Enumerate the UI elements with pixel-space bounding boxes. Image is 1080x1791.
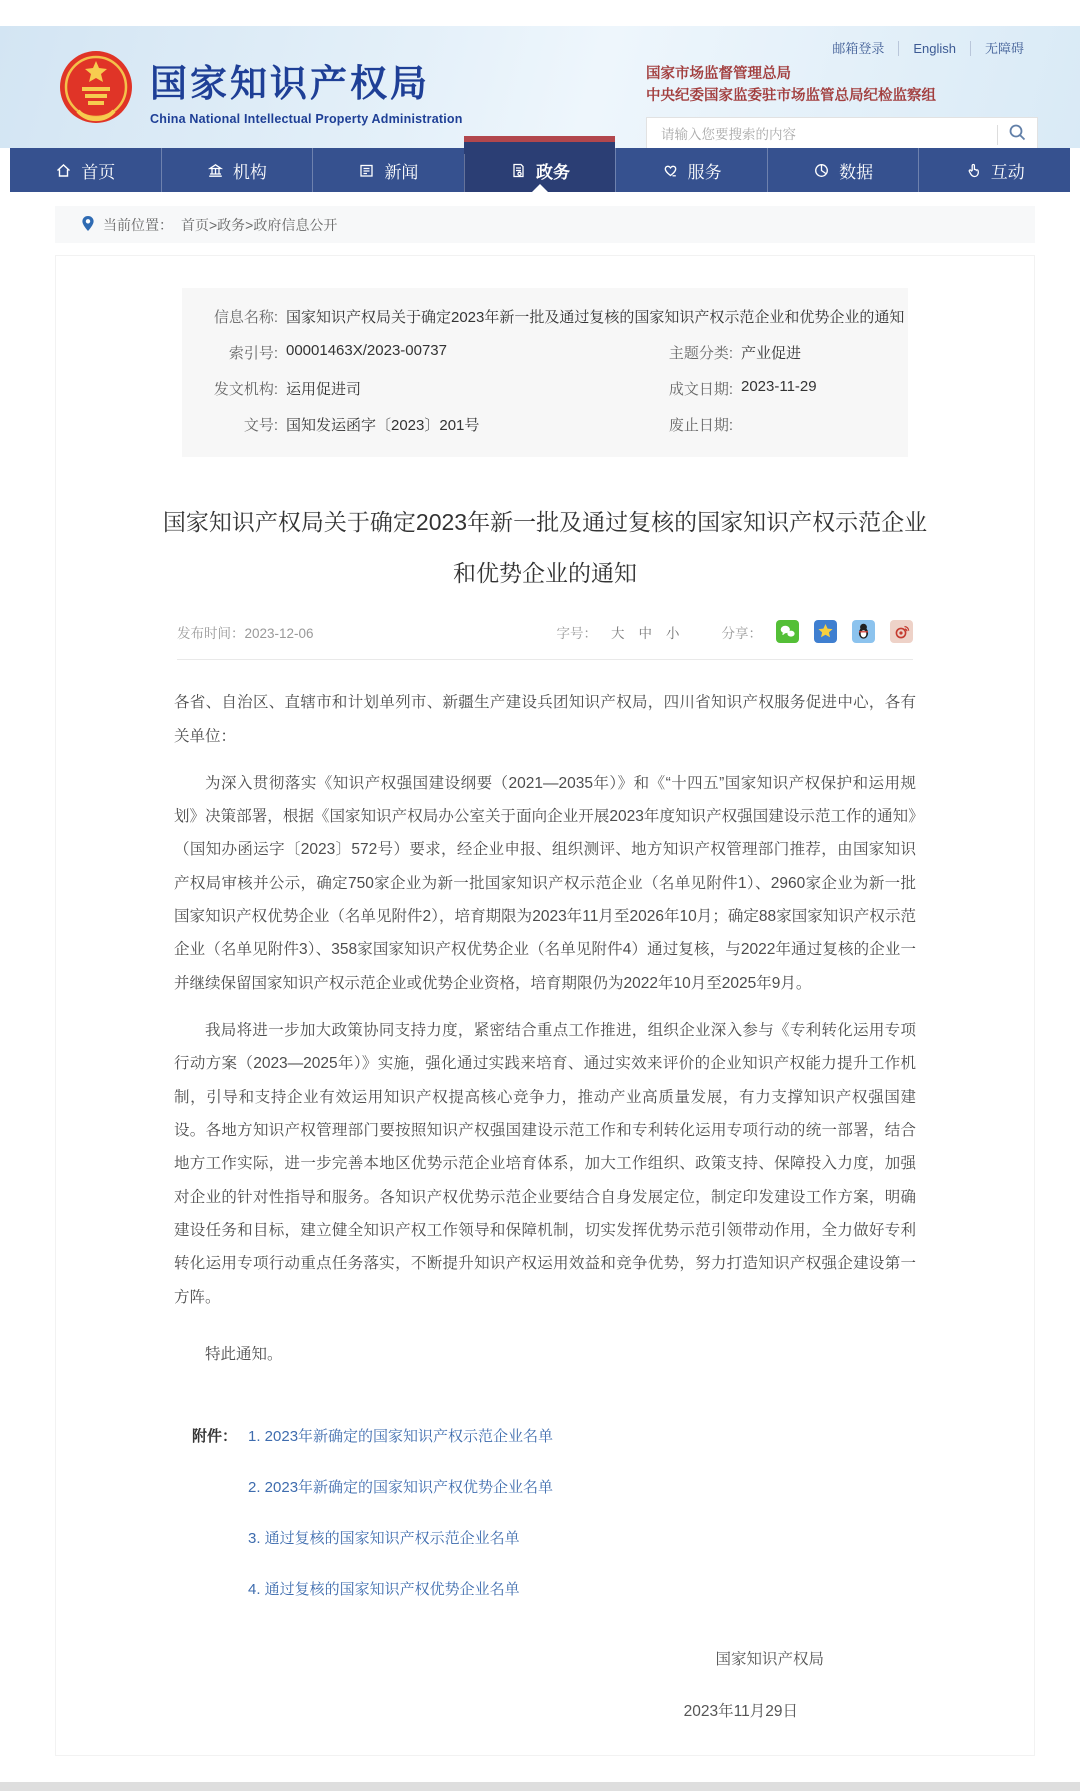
nav-item-org[interactable] bbox=[161, 148, 313, 192]
attachment-row-1 bbox=[174, 1425, 916, 1446]
attachment-link-1[interactable]: 1. 2023年新确定的国家知识产权示范企业名单 bbox=[248, 1428, 554, 1446]
org-line-2: 中央纪委国家监委驻市场监管总局纪检监察组 bbox=[646, 87, 936, 104]
wechat-share-icon[interactable] bbox=[776, 620, 799, 643]
publish-time-value: 2023-12-06 bbox=[244, 625, 314, 641]
qzone-share-icon[interactable] bbox=[814, 620, 837, 643]
info-topic-value: 产业促进 bbox=[741, 345, 802, 362]
info-written-date-label: 成文日期: bbox=[668, 381, 733, 398]
nav-label: 数据 bbox=[839, 162, 874, 182]
breadcrumb-path[interactable]: 首页>政务>政府信息公开 bbox=[181, 216, 338, 233]
signer-name: 国家知识产权局 bbox=[715, 1651, 824, 1669]
site-header bbox=[0, 26, 1080, 148]
nav-item-news[interactable] bbox=[312, 148, 464, 192]
info-issuer-label: 发文机构: bbox=[213, 381, 278, 398]
page-title: 国家知识产权局关于确定2023年新一批及通过复核的国家知识产权示范企业和优势企业的通知 bbox=[162, 509, 928, 586]
body-paragraph-1: 为深入贯彻落实《知识产权强国建设纲要（2021—2035年）》和《“十四五”国家知识产权保护和运用规划》决策部署，根据《国家知识产权局办公室关于面向企业开展2023年度知识产权强国建设示范工作的通知》（国知办函运字〔2023〕572号）要求，经企业申报、组织测评、地方知识产权管理部门推荐，由国家知识产权局审核并公示，确定750家企业为新一批国家知识产权示范企业（名单见附件1）、2960家企业为新一批国家知识产权优势企业（名单见附件2），培育期限为2023年11月至2026年10月；确定88家国家知识产权示范企业（名单见附件3）、358家国家知识产权优势企业（名单见附件4）通过复核，与2022年通过复核的企业一并继续保留国家知识产权示范企业或优势企业资格，培育期限仍为2022年10月至2025年9月。 bbox=[174, 774, 916, 992]
site-subtitle: China National Intellectual Property Administration bbox=[150, 111, 463, 126]
attachment-link-4[interactable]: 4. 通过复核的国家知识产权优势企业名单 bbox=[248, 1581, 520, 1599]
notice-close-line: 特此通知。 bbox=[205, 1345, 283, 1363]
accessibility-link[interactable]: 无障碍 bbox=[970, 41, 1038, 56]
main-nav bbox=[10, 148, 1070, 192]
attachment-row-4 bbox=[174, 1578, 916, 1599]
info-topic-label: 主题分类: bbox=[668, 345, 733, 362]
attachments-label: 附件： bbox=[192, 1428, 238, 1446]
interact-hand-icon bbox=[965, 162, 982, 179]
article-meta-row bbox=[177, 620, 913, 660]
info-name-label: 信息名称: bbox=[213, 309, 278, 326]
info-row-name bbox=[182, 306, 908, 327]
info-index-value: 00001463X/2023-00737 bbox=[286, 342, 447, 359]
supervising-org-lines bbox=[646, 64, 1038, 108]
footer-divider-strip bbox=[0, 1782, 1080, 1791]
nav-label: 政务 bbox=[536, 162, 571, 182]
national-emblem-icon bbox=[58, 49, 134, 130]
english-link[interactable]: English bbox=[898, 41, 970, 56]
search-divider bbox=[997, 125, 998, 145]
nav-label: 服务 bbox=[687, 162, 722, 182]
site-logo[interactable] bbox=[58, 26, 463, 148]
doc-info-table bbox=[182, 288, 908, 457]
nav-label: 机构 bbox=[232, 162, 267, 182]
sign-date: 2023年11月29日 bbox=[683, 1703, 798, 1721]
nav-item-services[interactable] bbox=[615, 148, 767, 192]
info-repeal-label: 废止日期: bbox=[668, 417, 733, 434]
data-pie-icon bbox=[813, 162, 830, 179]
info-docnum-label: 文号: bbox=[243, 417, 278, 434]
news-icon bbox=[358, 162, 375, 179]
info-repeal-value bbox=[733, 414, 741, 435]
info-row-4 bbox=[182, 414, 908, 435]
info-name-value: 国家知识产权局关于确定2023年新一批及通过复核的国家知识产权示范企业和优势企业的通知 bbox=[286, 309, 905, 326]
home-icon bbox=[55, 162, 72, 179]
article-card bbox=[55, 255, 1035, 1756]
article-body bbox=[174, 686, 916, 1371]
search-icon[interactable] bbox=[1008, 123, 1027, 147]
attachment-link-3[interactable]: 3. 通过复核的国家知识产权示范企业名单 bbox=[248, 1530, 520, 1548]
info-written-date-value: 2023-11-29 bbox=[741, 378, 817, 395]
breadcrumb-label: 当前位置： bbox=[103, 216, 173, 233]
search-input[interactable] bbox=[661, 127, 987, 142]
service-heart-icon bbox=[662, 162, 679, 179]
nav-item-gov-affairs[interactable] bbox=[464, 148, 616, 192]
bank-icon bbox=[207, 162, 224, 179]
qq-share-icon[interactable] bbox=[852, 620, 875, 643]
info-row-2 bbox=[182, 342, 908, 363]
fontsize-small-button[interactable]: 小 bbox=[666, 625, 680, 641]
site-title: 国家知识产权局 bbox=[150, 62, 430, 104]
fontsize-label: 字号： bbox=[556, 625, 597, 641]
info-row-3 bbox=[182, 378, 908, 399]
fontsize-large-button[interactable]: 大 bbox=[611, 625, 625, 641]
top-whitespace bbox=[0, 0, 1080, 26]
attachments-section bbox=[174, 1425, 916, 1599]
fontsize-medium-button[interactable]: 中 bbox=[638, 625, 652, 641]
attachment-row-3 bbox=[174, 1527, 916, 1548]
body-paragraph-2: 我局将进一步加大政策协同支持力度，紧密结合重点工作推进，组织企业深入参与《专利转化运用专项行动方案（2023—2025年）》实施，强化通过实践来培育、通过实效来评价的企业知识产权能力提升工作机制，引导和支持企业有效运用知识产权提高核心竞争力，推动产业高质量发展，有力支撑知识产权强国建设。各地方知识产权管理部门要按照知识产权强国建设示范工作和专利转化运用专项行动的统一部署，结合地方工作实际，进一步完善本地区优势示范企业培育体系，加大工作组织、政策支持、保障投入力度，加强对企业的针对性指导和服务。各知识产权优势示范企业要结合自身发展定位，制定印发建设工作方案，明确建设任务和目标，建立健全知识产权工作领导和保障机制，切实发挥优势示范引领带动作用，全力做好专利转化运用专项行动重点任务落实，不断提升知识产权运用效益和竞争优势，努力打造知识产权强企建设第一方阵。 bbox=[174, 1022, 916, 1306]
mail-login-link[interactable]: 邮箱登录 bbox=[832, 41, 885, 56]
attachment-row-2 bbox=[174, 1476, 916, 1497]
nav-label: 互动 bbox=[990, 162, 1025, 182]
nav-label: 首页 bbox=[81, 162, 116, 182]
share-label: 分享： bbox=[721, 625, 762, 641]
info-index-label: 索引号: bbox=[228, 345, 278, 362]
nav-label: 新闻 bbox=[384, 162, 419, 182]
info-docnum-value: 国知发运函字〔2023〕201号 bbox=[286, 417, 480, 434]
nav-item-interact[interactable] bbox=[918, 148, 1070, 192]
publish-time bbox=[177, 622, 557, 642]
gov-doc-icon bbox=[510, 162, 527, 179]
location-pin-icon bbox=[81, 215, 95, 235]
info-issuer-value: 运用促进司 bbox=[286, 381, 362, 398]
publish-time-label: 发布时间： bbox=[177, 625, 245, 641]
nav-item-home[interactable] bbox=[10, 148, 161, 192]
weibo-share-icon[interactable] bbox=[890, 620, 913, 643]
header-utility-links bbox=[646, 38, 1038, 56]
breadcrumb bbox=[55, 206, 1035, 243]
org-line-1: 国家市场监督管理总局 bbox=[646, 66, 791, 82]
nav-item-data[interactable] bbox=[767, 148, 919, 192]
salutation-paragraph: 各省、自治区、直辖市和计划单列市、新疆生产建设兵团知识产权局，四川省知识产权服务促进中心，各有关单位： bbox=[174, 694, 916, 745]
signature-block bbox=[174, 1647, 916, 1721]
attachment-link-2[interactable]: 2. 2023年新确定的国家知识产权优势企业名单 bbox=[248, 1479, 554, 1497]
